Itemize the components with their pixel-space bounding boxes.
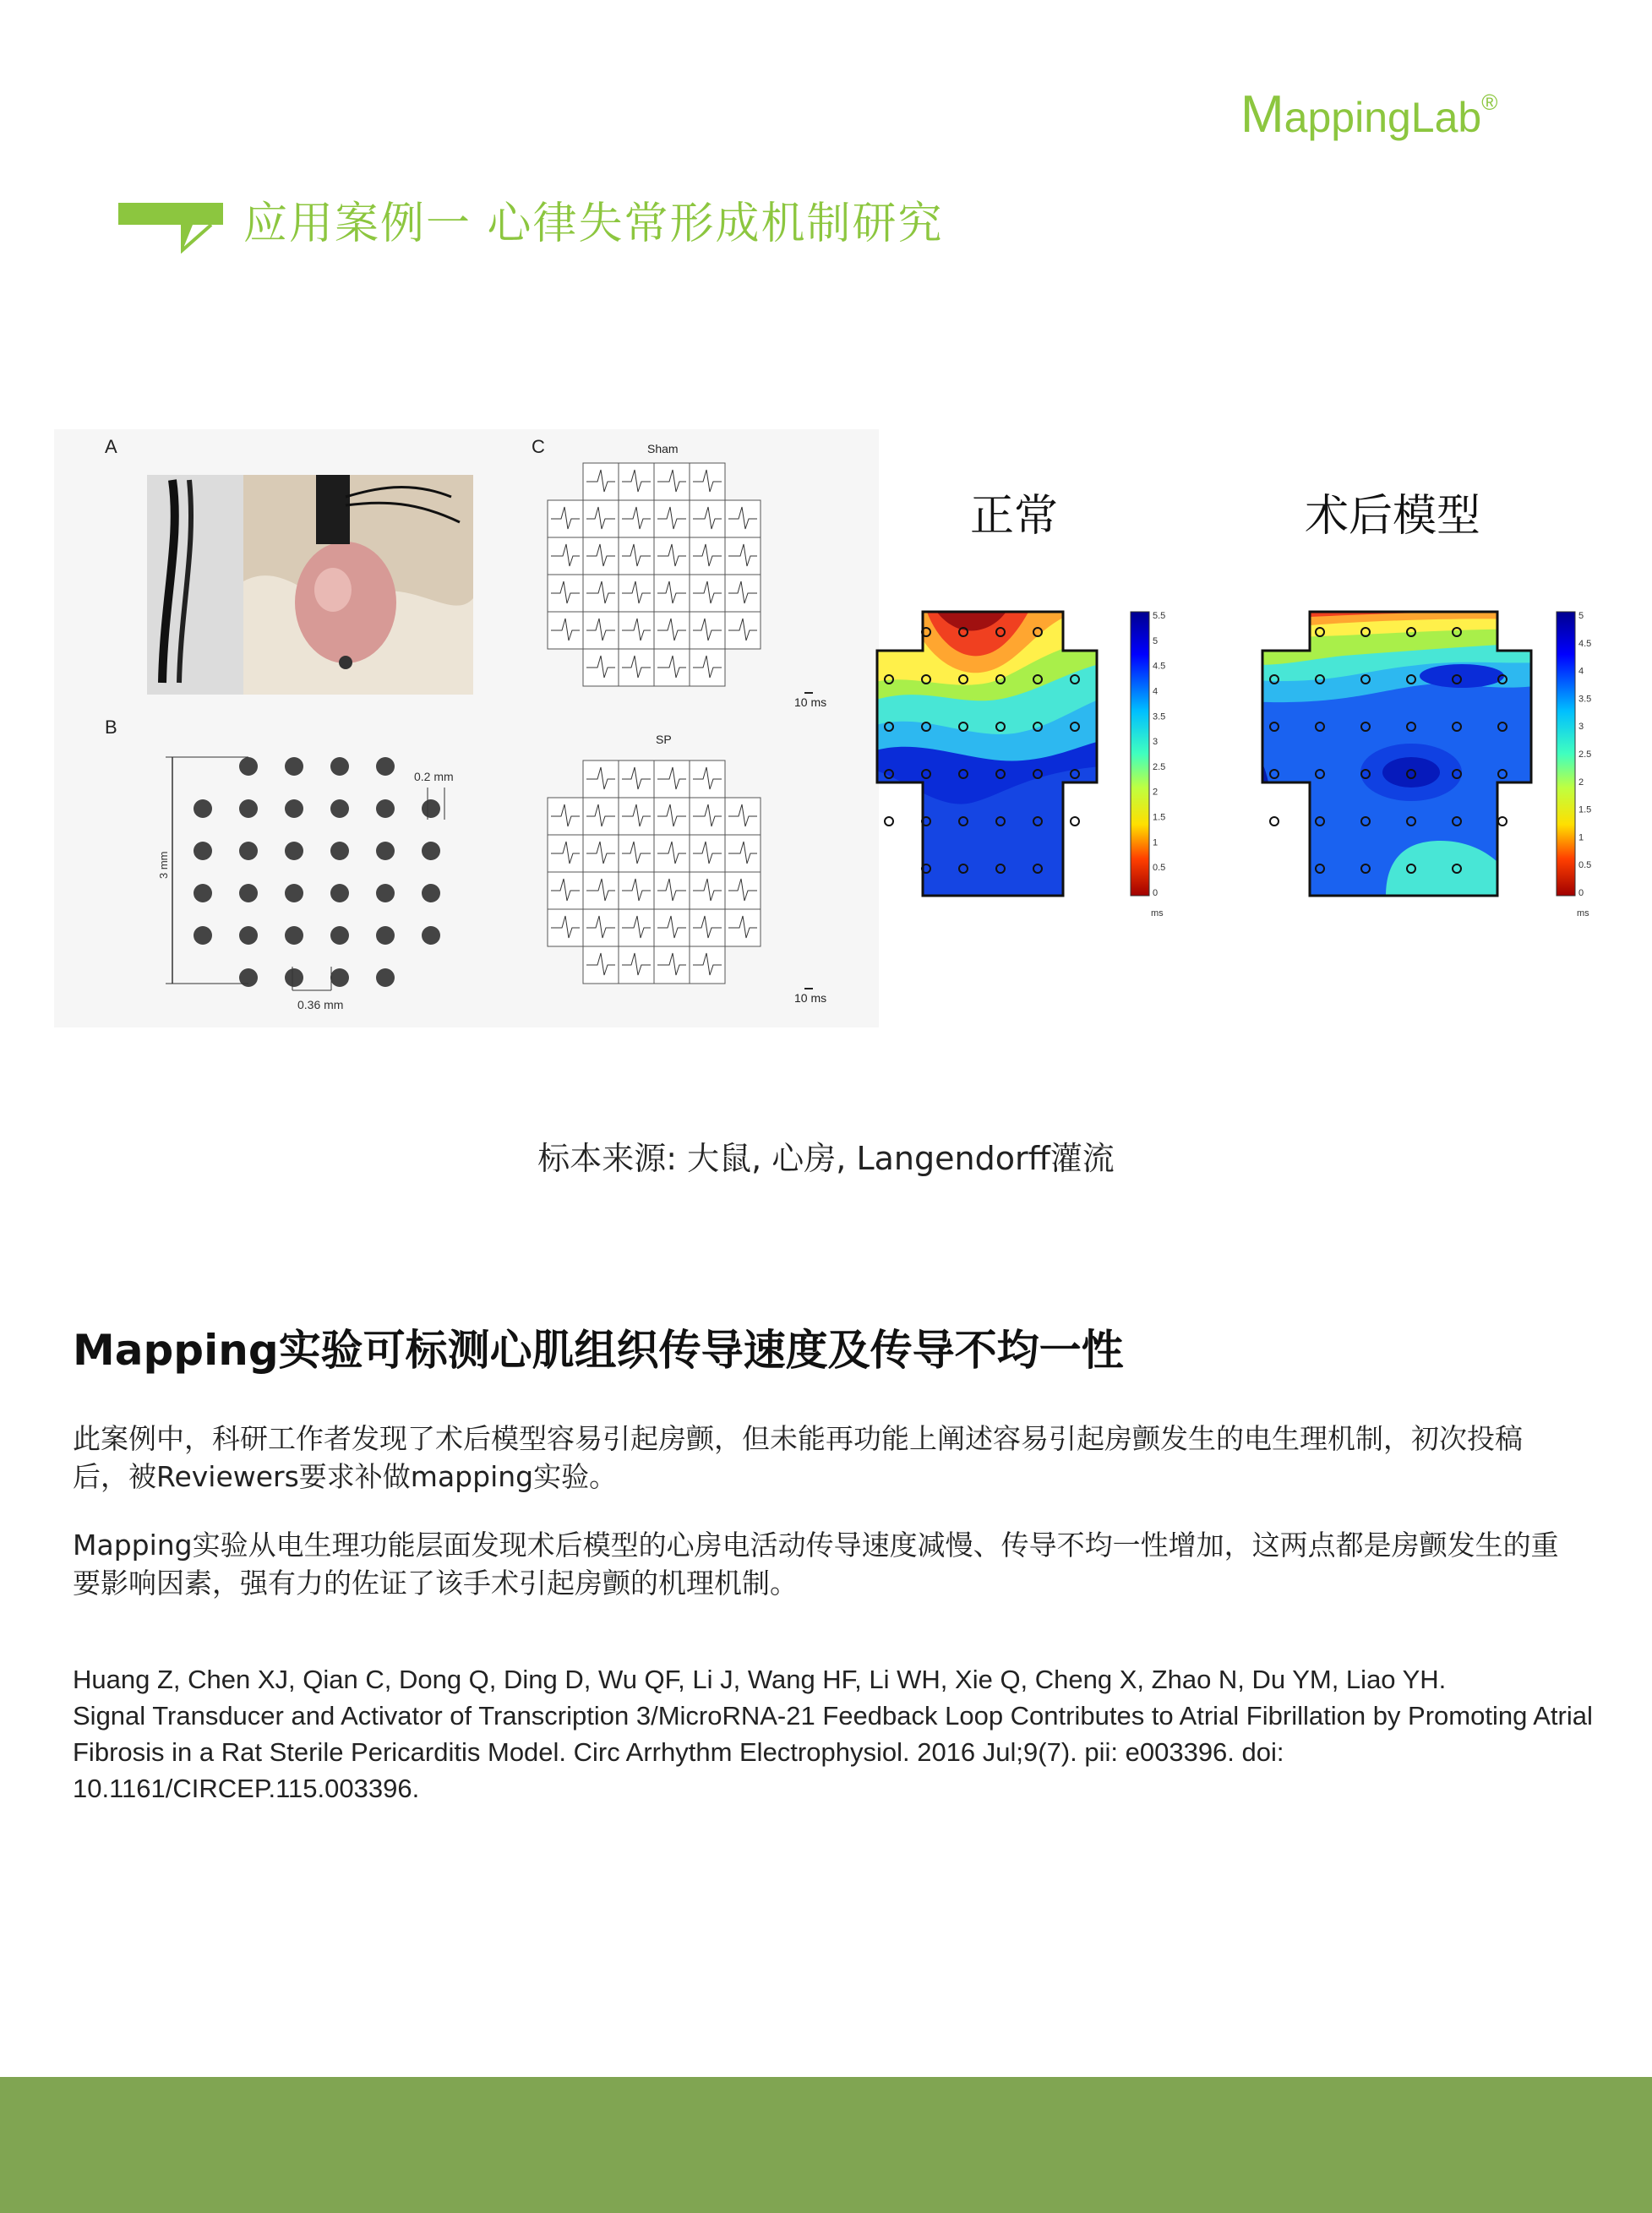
colorbar-tick-label: 1: [1578, 832, 1584, 843]
electrode-dot: [239, 757, 258, 776]
panel-c-label: C: [532, 436, 545, 457]
electrode-marker: [1071, 817, 1079, 826]
normal-map-title: 正常: [970, 491, 1059, 542]
normal-activation-map: [870, 591, 1124, 913]
page-title: 应用案例一 心律失常形成机制研究: [243, 199, 944, 249]
normal-colorbar-unit: ms: [1151, 908, 1164, 918]
colorbar-tick-label: 3.5: [1153, 711, 1166, 722]
electrode-dot: [239, 842, 258, 860]
electrode-dot: [376, 926, 395, 945]
electrode-dot: [239, 799, 258, 818]
colorbar-tick-label: 2.5: [1153, 761, 1166, 772]
electrode-dot: [330, 968, 349, 987]
electrode-dot: [330, 884, 349, 902]
colorbar-tick-label: 5.5: [1153, 611, 1166, 621]
electrode-dot: [285, 799, 303, 818]
colorbar-tick-label: 1: [1153, 837, 1159, 848]
electrode-dot: [422, 842, 440, 860]
electrode-photo: [147, 475, 473, 695]
sp-electrogram-grid: [548, 760, 761, 984]
normal-colorbar-labels: [1153, 611, 1165, 898]
activation-maps: [870, 591, 1631, 929]
colorbar-tick-label: 2.5: [1578, 749, 1592, 760]
colorbar-tick-label: 3: [1578, 722, 1584, 733]
logo-initial: M: [1240, 85, 1284, 144]
electrode-dot: [330, 926, 349, 945]
section-heading: Mapping实验可标测心肌组织传导速度及传导不均一性: [73, 1326, 1124, 1375]
electrode-dot: [239, 968, 258, 987]
figure-caption: 标本来源: 大鼠, 心房, Langendorff灌流: [537, 1140, 1115, 1177]
figure-graphics: [54, 429, 879, 1027]
electrode-dot: [285, 842, 303, 860]
colorbar-tick-label: 4: [1578, 666, 1584, 677]
electrode-dot: [422, 926, 440, 945]
sham-scale-label: 10 ms: [794, 695, 827, 709]
electrode-dot: [330, 757, 349, 776]
reference: [73, 1661, 1594, 1807]
dim-3mm: 3 mm: [157, 851, 170, 879]
electrode-dot: [330, 799, 349, 818]
model-colorbar-labels: [1578, 611, 1591, 898]
electrode-dot: [194, 926, 212, 945]
electrode-dot: [194, 842, 212, 860]
colorbar-tick-label: 0.5: [1153, 863, 1166, 874]
colorbar-tick-label: 5: [1153, 635, 1159, 646]
sham-electrogram-grid: [548, 463, 761, 686]
electrode-dot: [239, 926, 258, 945]
electrode-dot: [422, 799, 440, 818]
electrode-dot: [194, 799, 212, 818]
electrode-dot: [376, 757, 395, 776]
colorbar-tick-label: 3.5: [1578, 694, 1592, 705]
electrode-dot: [285, 926, 303, 945]
sham-label: Sham: [647, 442, 679, 455]
footer-bar: [0, 2077, 1652, 2213]
electrode-dot: [422, 884, 440, 902]
colorbar-tick-label: 4.5: [1153, 661, 1166, 672]
colorbar-tick-label: 1.5: [1578, 804, 1592, 815]
colorbar-tick-label: 3: [1153, 737, 1159, 748]
brand-logo: [1240, 84, 1497, 144]
reference-body: Signal Transducer and Activator of Transcription 3/MicroRNA-21 Feedback Loop Contributes to Atrial Fibrillation by Promoting Atrial Fibrosis in a Rat Sterile Pericarditis Model. Circ Arrhythm Electrophysiol. 2016 Jul;9(7). pii: e003396. doi: 10.1161/CIRCEP.115.003396.: [73, 1701, 1593, 1803]
electrode-dot-grid: [194, 757, 440, 987]
colorbar-tick-label: 1.5: [1153, 812, 1166, 823]
colorbar-tick-label: 5: [1578, 611, 1584, 621]
header-marker-icon: [118, 203, 223, 253]
sp-scale-label: 10 ms: [794, 991, 827, 1005]
electrode-dot: [376, 799, 395, 818]
electrode-dot: [239, 884, 258, 902]
sp-label: SP: [656, 733, 672, 746]
dim-036mm: 0.36 mm: [297, 998, 344, 1011]
panel-b-label: B: [105, 717, 117, 738]
colorbar-tick-label: 2: [1578, 777, 1584, 788]
colorbar-tick-label: 0: [1153, 888, 1159, 898]
model-activation-map: [1242, 591, 1546, 913]
paragraph-findings: Mapping实验从电生理功能层面发现术后模型的心房电活动传导速度减慢、传导不均一性增加，这两点都是房颤发生的重要影响因素，强有力的佐证了该手术引起房颤的机理机制。: [73, 1529, 1559, 1600]
dim-02mm: 0.2 mm: [414, 770, 454, 783]
model-colorbar-unit: ms: [1577, 908, 1589, 918]
electrode-dot: [285, 757, 303, 776]
electrode-dot: [285, 884, 303, 902]
model-map-title: 术后模型: [1305, 491, 1481, 542]
electrode-figure: [54, 429, 879, 1027]
electrode-dot: [376, 884, 395, 902]
electrode-dot: [194, 884, 212, 902]
logo-text: appingLab: [1284, 94, 1482, 141]
panel-a-label: A: [105, 436, 117, 457]
electrode-dot: [376, 968, 395, 987]
colorbar-tick-label: 4.5: [1578, 638, 1592, 649]
electrode-marker: [885, 817, 893, 826]
colorbar-tick-label: 4: [1153, 686, 1159, 697]
electrode-dot: [330, 842, 349, 860]
paragraph-case: 此案例中，科研工作者发现了术后模型容易引起房颤，但未能再功能上阐述容易引起房颤发生的电生理机制，初次投稿后，被Reviewers要求补做mapping实验。: [73, 1422, 1523, 1493]
colorbar-tick-label: 0: [1578, 888, 1584, 898]
electrode-marker: [1270, 817, 1279, 826]
colorbar-tick-label: 2: [1153, 787, 1159, 798]
logo-registered: ®: [1481, 90, 1498, 115]
electrode-dot: [285, 968, 303, 987]
reference-authors: Huang Z, Chen XJ, Qian C, Dong Q, Ding D, Wu QF, Li J, Wang HF, Li WH, Xie Q, Cheng X, Zhao N, Du YM, Liao YH.: [73, 1665, 1447, 1694]
electrode-marker: [1498, 817, 1507, 826]
colorbar-tick-label: 0.5: [1578, 860, 1592, 871]
electrode-dot: [376, 842, 395, 860]
